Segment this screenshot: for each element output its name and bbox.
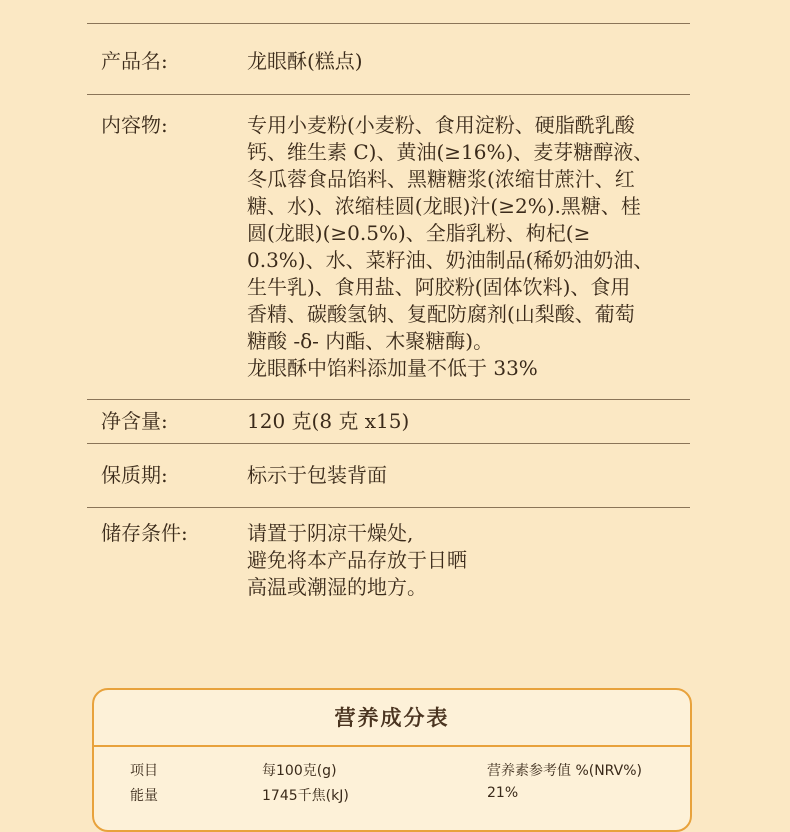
nutrition-item: 能量 <box>130 788 158 804</box>
ingredients-line: 龙眼酥中馅料添加量不低于 33% <box>247 356 538 380</box>
ingredients-line: 糖、水)、浓缩桂圆(龙眼)汁(≥2%).黑糖、桂 <box>247 194 641 218</box>
nutrition-row <box>94 785 690 805</box>
shelf-life-label: 保质期: <box>101 463 168 487</box>
nutrition-nrv: 21% <box>487 785 519 801</box>
product-name-value: 龙眼酥(糕点) <box>247 49 363 73</box>
ingredients-line: 圆(龙眼)(≥0.5%)、全脂乳粉、枸杞(≥ <box>247 221 591 245</box>
nutrition-title: 营养成分表 <box>334 706 450 730</box>
nutrition-header-item: 项目 <box>130 763 158 779</box>
ingredients-line: 0.3%)、水、菜籽油、奶油制品(稀奶油奶油、 <box>247 248 654 272</box>
nutrition-header-per100g: 每100克(g) <box>262 763 337 779</box>
product-name-row <box>87 23 690 95</box>
shelf-life-value: 标示于包装背面 <box>247 463 387 487</box>
ingredients-line: 专用小麦粉(小麦粉、食用淀粉、硬脂酰乳酸 <box>247 113 635 137</box>
storage-row <box>87 508 690 613</box>
ingredients-line: 冬瓜蓉食品馅料、黑糖糖浆(浓缩甘蔗汁、红 <box>247 167 635 191</box>
shelf-life-row <box>87 444 690 508</box>
storage-line: 高温或潮湿的地方。 <box>247 575 427 599</box>
ingredients-row <box>87 95 690 400</box>
product-info-table <box>87 23 690 613</box>
nutrition-header-nrv: 营养素参考值 %(NRV%) <box>487 763 642 779</box>
ingredients-line: 生牛乳)、食用盐、阿胶粉(固体饮料)、食用 <box>247 275 631 299</box>
storage-line: 避免将本产品存放于日晒 <box>247 548 467 572</box>
storage-line: 请置于阴凉干燥处, <box>247 521 414 545</box>
storage-label: 储存条件: <box>101 521 188 545</box>
ingredients-value <box>247 112 690 382</box>
net-content-value: 120 克(8 克 x15) <box>247 409 410 433</box>
storage-value <box>247 520 690 601</box>
product-name-label: 产品名: <box>101 49 168 73</box>
net-content-row <box>87 400 690 444</box>
ingredients-line: 钙、维生素 C)、黄油(≥16%)、麦芽糖醇液、 <box>247 140 654 164</box>
nutrition-header-row <box>94 760 690 780</box>
nutrition-facts-panel <box>92 688 692 832</box>
ingredients-line: 香精、碳酸氢钠、复配防腐剂(山梨酸、葡萄 <box>247 302 635 326</box>
ingredients-label: 内容物: <box>101 113 168 137</box>
ingredients-line: 糖酸 -δ- 内酯、木聚糖酶)。 <box>247 329 494 353</box>
nutrition-divider <box>94 745 690 747</box>
nutrition-amount: 1745千焦(kJ) <box>262 788 349 804</box>
net-content-label: 净含量: <box>101 409 168 433</box>
